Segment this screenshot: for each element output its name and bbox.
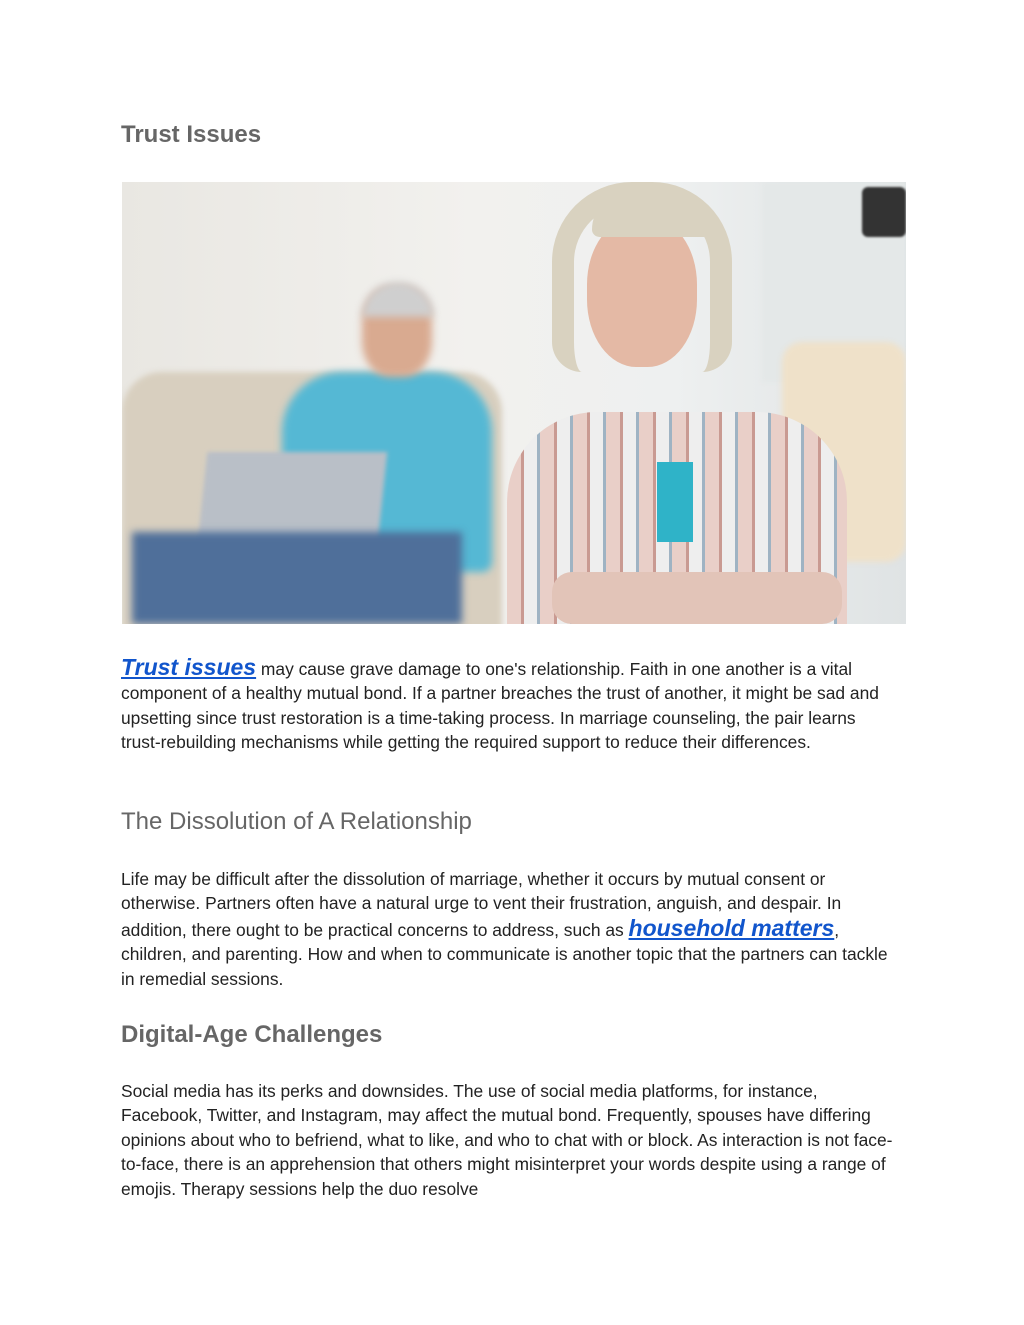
paragraph-text: , children, and parenting. How and when to communicate is another topic that the partners can tackle in remedial sessions.: [121, 919, 888, 989]
article-photo: [122, 182, 906, 624]
paragraph-text: may cause grave damage to one's relationship. Faith in one another is a vital component of a healthy mutual bond. If a partner breaches the trust of another, it might be sad and upsetting since trust restoration is a time-taking process. In marriage counseling, the pair learns trust-rebuilding mechanisms while getting the required support to reduce their differences.: [121, 659, 879, 753]
heading-trust-issues: Trust Issues: [121, 121, 262, 148]
heading-digital-age: Digital-Age Challenges: [121, 1021, 383, 1048]
paragraph-trust: [121, 655, 896, 755]
heading-dissolution: The Dissolution of A Relationship: [121, 808, 472, 835]
link-trust-issues[interactable]: Trust issues: [121, 654, 257, 680]
paragraph-dissolution: [121, 867, 896, 991]
link-household-matters[interactable]: household matters: [628, 914, 835, 941]
paragraph-digital: Social media has its perks and downsides. The use of social media platforms, for instance, Facebook, Twitter, and Instagram, may affect the mutual bond. Frequently, spouses have differing opinions about who to befriend, what to like, and who to chat with or block. As interaction is not face-to-face, there is an apprehension that others might misinterpret your words despite using a range of emojis. Therapy sessions help the duo resolve: [121, 1081, 893, 1199]
paragraph-text: Life may be difficult after the dissolution of marriage, whether it occurs by mutual consent or otherwise. Partners often have a natural urge to vent their frustration, anguish, and despair. In addition, there ought to be practical concerns to address, such as: [121, 869, 842, 940]
